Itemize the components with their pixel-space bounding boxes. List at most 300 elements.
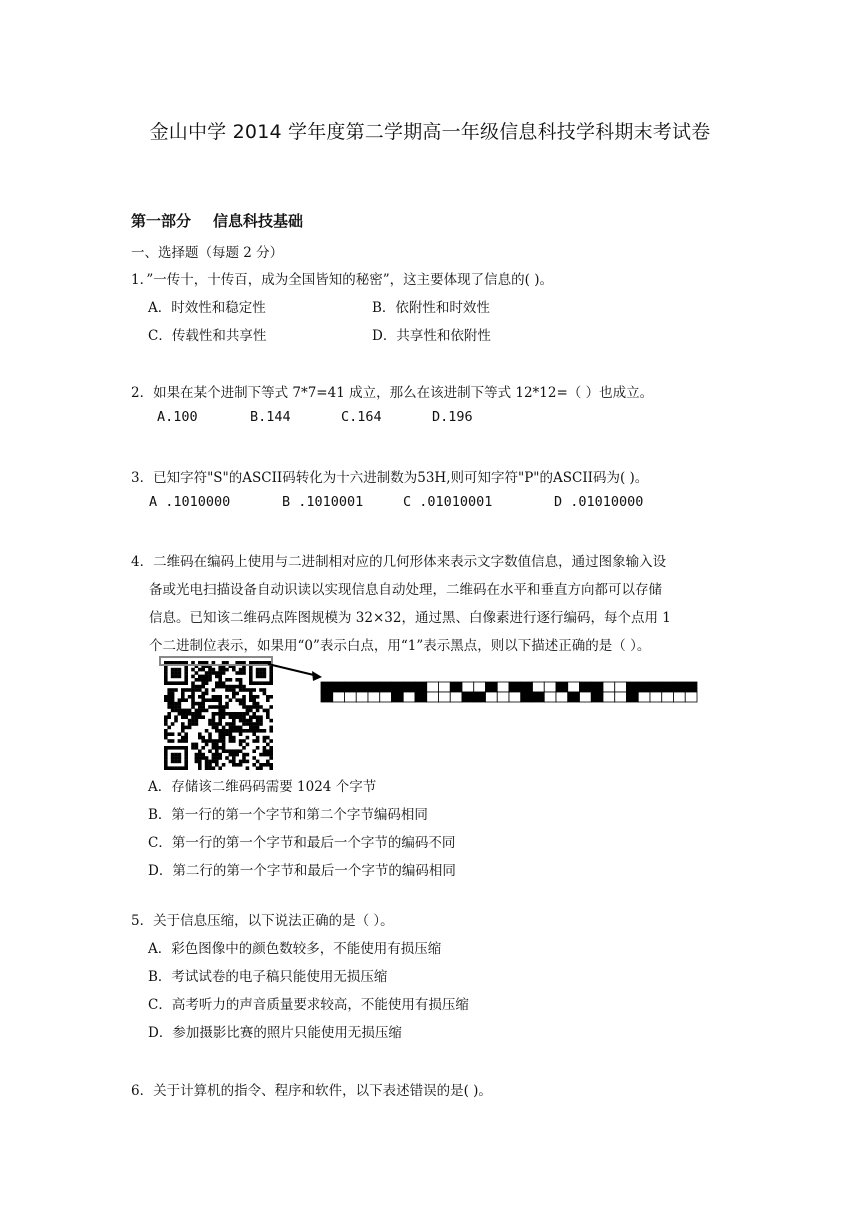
qr-module: [167, 766, 171, 770]
qr-module: [205, 760, 209, 764]
strip-pixel: [321, 692, 333, 702]
qr-module: [242, 760, 246, 764]
qr-module: [246, 753, 250, 757]
qr-module: [266, 763, 270, 767]
qr-module: [201, 678, 205, 682]
qr-module: [174, 702, 178, 706]
qr-module: [239, 688, 243, 692]
qr-module: [225, 722, 229, 726]
qr-module: [259, 675, 263, 679]
qr-module: [249, 709, 253, 713]
strip-pixel: [685, 682, 697, 692]
qr-module: [256, 715, 260, 719]
qr-module: [212, 766, 216, 770]
qr-module: [188, 719, 192, 723]
qr-module: [212, 695, 216, 699]
qr-module: [164, 766, 168, 770]
qr-module: [218, 756, 222, 760]
qr-module: [252, 763, 256, 767]
qr-module: [181, 712, 185, 716]
qr-module: [218, 722, 222, 726]
qr-module: [184, 681, 188, 685]
qr-module: [178, 712, 182, 716]
qr-module: [164, 756, 168, 760]
strip-pixel: [603, 692, 615, 702]
qr-module: [252, 732, 256, 736]
qr-module: [215, 671, 219, 675]
qr-module: [232, 729, 236, 733]
section-part: 第一部分: [131, 212, 192, 230]
qr-module: [205, 671, 209, 675]
qr-module: [205, 763, 209, 767]
question-1-stem: 1．”一传十，十传百，成为全国皆知的秘密”，这主要体现了信息的( )。: [131, 272, 553, 288]
qr-module: [188, 688, 192, 692]
qr-module: [178, 671, 182, 675]
qr-module: [235, 763, 239, 767]
qr-module: [205, 675, 209, 679]
qr-module: [249, 715, 253, 719]
qr-module: [215, 698, 219, 702]
qr-module: [222, 715, 226, 719]
question-4-option-a: A．存储该二维码码需要 1024 个字节: [148, 779, 377, 795]
qr-module: [259, 719, 263, 723]
qr-module: [218, 698, 222, 702]
qr-module: [222, 681, 226, 685]
qr-module: [239, 743, 243, 747]
qr-module: [201, 668, 205, 672]
strip-pixel: [380, 692, 392, 702]
qr-module: [198, 678, 202, 682]
qr-module: [171, 698, 175, 702]
qr-module: [246, 743, 250, 747]
qr-module: [205, 688, 209, 692]
qr-module: [215, 746, 219, 750]
qr-module: [198, 685, 202, 689]
qr-module: [229, 736, 233, 740]
qr-module: [242, 668, 246, 672]
qr-module: [269, 753, 273, 757]
qr-module: [215, 753, 219, 757]
qr-module: [246, 705, 250, 709]
question-4-option-b: B．第一行的第一个字节和第二个字节编码相同: [148, 807, 428, 823]
qr-module: [232, 668, 236, 672]
strip-pixel: [615, 692, 627, 702]
strip-pixel: [392, 692, 404, 702]
qr-module: [222, 746, 226, 750]
qr-module: [218, 668, 222, 672]
qr-module: [246, 688, 250, 692]
qr-module: [184, 688, 188, 692]
qr-module: [164, 681, 168, 685]
qr-module: [184, 715, 188, 719]
qr-module: [218, 712, 222, 716]
qr-module: [208, 760, 212, 764]
strip-pixel: [662, 682, 674, 692]
qr-module: [184, 671, 188, 675]
qr-module: [269, 671, 273, 675]
qr-module: [259, 766, 263, 770]
qr-module: [256, 671, 260, 675]
question-5-stem: 5．关于信息压缩，以下说法正确的是（ ）。: [131, 913, 394, 929]
qr-module: [178, 709, 182, 713]
qr-module: [269, 681, 273, 685]
strip-pixel: [650, 692, 662, 702]
qr-module: [198, 695, 202, 699]
qr-module: [256, 739, 260, 743]
qr-module: [164, 749, 168, 753]
qr-module: [242, 671, 246, 675]
qr-module: [205, 743, 209, 747]
qr-module: [167, 726, 171, 730]
qr-module: [263, 739, 267, 743]
qr-module: [269, 668, 273, 672]
qr-module: [229, 712, 233, 716]
qr-module: [263, 729, 267, 733]
qr-module: [212, 739, 216, 743]
strip-pixel: [591, 682, 603, 692]
strip-pixel: [627, 682, 639, 692]
qr-module: [246, 722, 250, 726]
qr-module: [184, 675, 188, 679]
qr-module: [167, 692, 171, 696]
qr-module: [178, 756, 182, 760]
qr-module: [171, 668, 175, 672]
qr-module: [225, 695, 229, 699]
question-1-option-b: B．依附性和时效性: [372, 300, 490, 316]
qr-module: [198, 766, 202, 770]
qr-module: [205, 766, 209, 770]
qr-module: [269, 695, 273, 699]
qr-module: [178, 739, 182, 743]
qr-module: [218, 705, 222, 709]
qr-module: [198, 712, 202, 716]
exam-title: 金山中学 2014 学年度第二学期高一年级信息科技学科期末考试卷: [149, 121, 711, 143]
strip-pixel: [685, 692, 697, 702]
qr-module: [259, 715, 263, 719]
qr-module: [218, 715, 222, 719]
qr-module: [235, 712, 239, 716]
qr-module: [198, 753, 202, 757]
qr-module: [256, 681, 260, 685]
qr-module: [178, 702, 182, 706]
qr-module: [181, 715, 185, 719]
qr-module: [256, 695, 260, 699]
strip-pixel: [439, 682, 451, 692]
qr-module: [259, 671, 263, 675]
qr-module: [269, 678, 273, 682]
qr-module: [208, 766, 212, 770]
qr-module: [215, 739, 219, 743]
qr-module: [181, 722, 185, 726]
qr-module: [239, 712, 243, 716]
qr-module: [201, 698, 205, 702]
strip-pixel: [509, 682, 521, 692]
qr-module: [215, 729, 219, 733]
qr-module: [239, 729, 243, 733]
qr-module: [222, 705, 226, 709]
qr-module: [239, 678, 243, 682]
qr-module: [218, 709, 222, 713]
qr-module: [249, 671, 253, 675]
qr-module: [232, 722, 236, 726]
question-4-line-2: 备或光电扫描设备自动识读以实现信息自动处理，二维码在水平和垂直方向都可以存储: [149, 582, 662, 598]
question-2-option-a: A.100: [157, 409, 198, 425]
strip-pixel: [427, 692, 439, 702]
qr-module: [174, 668, 178, 672]
strip-pixel: [497, 682, 509, 692]
qr-code-image: [160, 657, 273, 770]
qr-module: [218, 719, 222, 723]
qr-module: [198, 732, 202, 736]
qr-module: [191, 675, 195, 679]
qr-module: [212, 753, 216, 757]
qr-module: [164, 763, 168, 767]
qr-module: [171, 688, 175, 692]
qr-module: [232, 692, 236, 696]
qr-module: [201, 746, 205, 750]
qr-module: [195, 671, 199, 675]
qr-module: [249, 681, 253, 685]
qr-module: [188, 722, 192, 726]
qr-module: [235, 749, 239, 753]
qr-module: [252, 715, 256, 719]
qr-module: [212, 712, 216, 716]
qr-module: [195, 753, 199, 757]
strip-pixel: [674, 692, 686, 702]
strip-pixel: [415, 692, 427, 702]
qr-module: [208, 671, 212, 675]
qr-module: [181, 688, 185, 692]
qr-module: [229, 715, 233, 719]
qr-module: [191, 705, 195, 709]
qr-module: [201, 739, 205, 743]
qr-module: [222, 668, 226, 672]
qr-module: [259, 729, 263, 733]
qr-module: [269, 705, 273, 709]
qr-module: [208, 668, 212, 672]
qr-module: [263, 746, 267, 750]
question-5-option-d: D．参加摄影比赛的照片只能使用无损压缩: [148, 1025, 402, 1041]
qr-module: [242, 739, 246, 743]
qr-module: [256, 746, 260, 750]
strip-pixel: [392, 682, 404, 692]
qr-module: [174, 675, 178, 679]
qr-module: [218, 685, 222, 689]
strip-pixel: [450, 692, 462, 702]
qr-module: [225, 712, 229, 716]
strip-pixel: [674, 682, 686, 692]
qr-module: [232, 695, 236, 699]
qr-module: [178, 668, 182, 672]
question-1-option-c: C．传载性和共享性: [148, 328, 267, 344]
qr-module: [167, 715, 171, 719]
qr-module: [252, 739, 256, 743]
qr-module: [174, 760, 178, 764]
qr-module: [229, 760, 233, 764]
qr-module: [215, 743, 219, 747]
qr-module: [239, 726, 243, 730]
qr-module: [239, 681, 243, 685]
qr-module: [263, 692, 267, 696]
qr-module: [269, 766, 273, 770]
qr-module: [164, 671, 168, 675]
qr-module: [259, 753, 263, 757]
qr-module: [242, 722, 246, 726]
qr-module: [171, 753, 175, 757]
qr-module: [229, 739, 233, 743]
qr-module: [252, 749, 256, 753]
qr-module: [239, 739, 243, 743]
qr-module: [201, 715, 205, 719]
qr-module: [208, 675, 212, 679]
strip-pixel: [462, 692, 474, 702]
qr-module: [263, 736, 267, 740]
question-4-option-c: C．第一行的第一个字节和最后一个字节的编码不同: [148, 835, 456, 851]
qr-module: [218, 678, 222, 682]
qr-module: [174, 746, 178, 750]
qr-module: [164, 760, 168, 764]
qr-module: [269, 749, 273, 753]
qr-module: [212, 705, 216, 709]
qr-module: [229, 729, 233, 733]
qr-module: [249, 705, 253, 709]
qr-module: [242, 695, 246, 699]
strip-pixel: [415, 682, 427, 692]
qr-module: [232, 685, 236, 689]
qr-module: [239, 685, 243, 689]
qr-module: [195, 715, 199, 719]
qr-module: [184, 746, 188, 750]
qr-module: [256, 766, 260, 770]
qr-module: [222, 732, 226, 736]
qr-module: [171, 702, 175, 706]
qr-module: [167, 739, 171, 743]
qr-module: [171, 746, 175, 750]
qr-module: [252, 681, 256, 685]
strip-pixel: [439, 692, 451, 702]
qr-module: [167, 712, 171, 716]
qr-module: [198, 749, 202, 753]
qr-module: [252, 698, 256, 702]
qr-module: [167, 688, 171, 692]
qr-module: [174, 688, 178, 692]
qr-module: [212, 688, 216, 692]
qr-module: [249, 692, 253, 696]
qr-module: [198, 705, 202, 709]
qr-module: [184, 732, 188, 736]
strip-pixel: [568, 692, 580, 702]
qr-module: [252, 729, 256, 733]
qr-module: [235, 729, 239, 733]
qr-module: [208, 739, 212, 743]
qr-module: [208, 698, 212, 702]
qr-module: [225, 732, 229, 736]
qr-module: [171, 760, 175, 764]
qr-module: [266, 715, 270, 719]
qr-module: [181, 698, 185, 702]
qr-module: [229, 685, 233, 689]
qr-module: [201, 685, 205, 689]
qr-module: [167, 695, 171, 699]
strip-pixel: [638, 682, 650, 692]
qr-module: [178, 698, 182, 702]
qr-module: [198, 756, 202, 760]
qr-module: [188, 726, 192, 730]
qr-module: [242, 712, 246, 716]
strip-pixel: [521, 692, 533, 702]
qr-module: [212, 671, 216, 675]
qr-module: [174, 766, 178, 770]
qr-module: [269, 756, 273, 760]
qr-module: [195, 760, 199, 764]
qr-module: [181, 729, 185, 733]
qr-module: [184, 712, 188, 716]
strip-pixel: [580, 682, 592, 692]
qr-module: [218, 736, 222, 740]
qr-module: [215, 726, 219, 730]
strip-pixel: [544, 692, 556, 702]
qr-module: [201, 681, 205, 685]
qr-module: [208, 763, 212, 767]
qr-module: [249, 726, 253, 730]
strip-pixel: [333, 692, 345, 702]
qr-module: [171, 732, 175, 736]
qr-module: [263, 671, 267, 675]
question-2-option-d: D.196: [432, 409, 473, 425]
qr-module: [174, 705, 178, 709]
qr-module: [229, 678, 233, 682]
qr-module: [171, 722, 175, 726]
qr-module: [167, 746, 171, 750]
qr-module: [218, 746, 222, 750]
qr-module: [164, 675, 168, 679]
qr-module: [249, 722, 253, 726]
qr-module: [181, 766, 185, 770]
question-5-option-a: A．彩色图像中的颜色数较多，不能使用有损压缩: [148, 941, 442, 957]
qr-module: [188, 695, 192, 699]
qr-module: [215, 681, 219, 685]
qr-module: [242, 756, 246, 760]
qr-module: [242, 702, 246, 706]
qr-module: [235, 726, 239, 730]
qr-module: [266, 743, 270, 747]
qr-module: [225, 756, 229, 760]
question-5-option-b: B．考试试卷的电子稿只能使用无损压缩: [148, 969, 388, 985]
qr-module: [232, 688, 236, 692]
qr-module: [171, 671, 175, 675]
qr-module: [218, 675, 222, 679]
qr-module: [229, 698, 233, 702]
qr-module: [198, 688, 202, 692]
qr-module: [171, 705, 175, 709]
qr-module: [246, 760, 250, 764]
qr-module: [191, 722, 195, 726]
question-3-option-b: B .1010001: [282, 494, 364, 510]
qr-module: [225, 749, 229, 753]
qr-module: [266, 712, 270, 716]
qr-module: [225, 678, 229, 682]
strip-pixel: [333, 682, 345, 692]
qr-module: [232, 712, 236, 716]
qr-module: [225, 702, 229, 706]
qr-module: [181, 709, 185, 713]
qr-module: [205, 729, 209, 733]
qr-module: [218, 695, 222, 699]
strip-pixel: [603, 682, 615, 692]
qr-module: [184, 756, 188, 760]
qr-module: [229, 732, 233, 736]
qr-module: [229, 688, 233, 692]
